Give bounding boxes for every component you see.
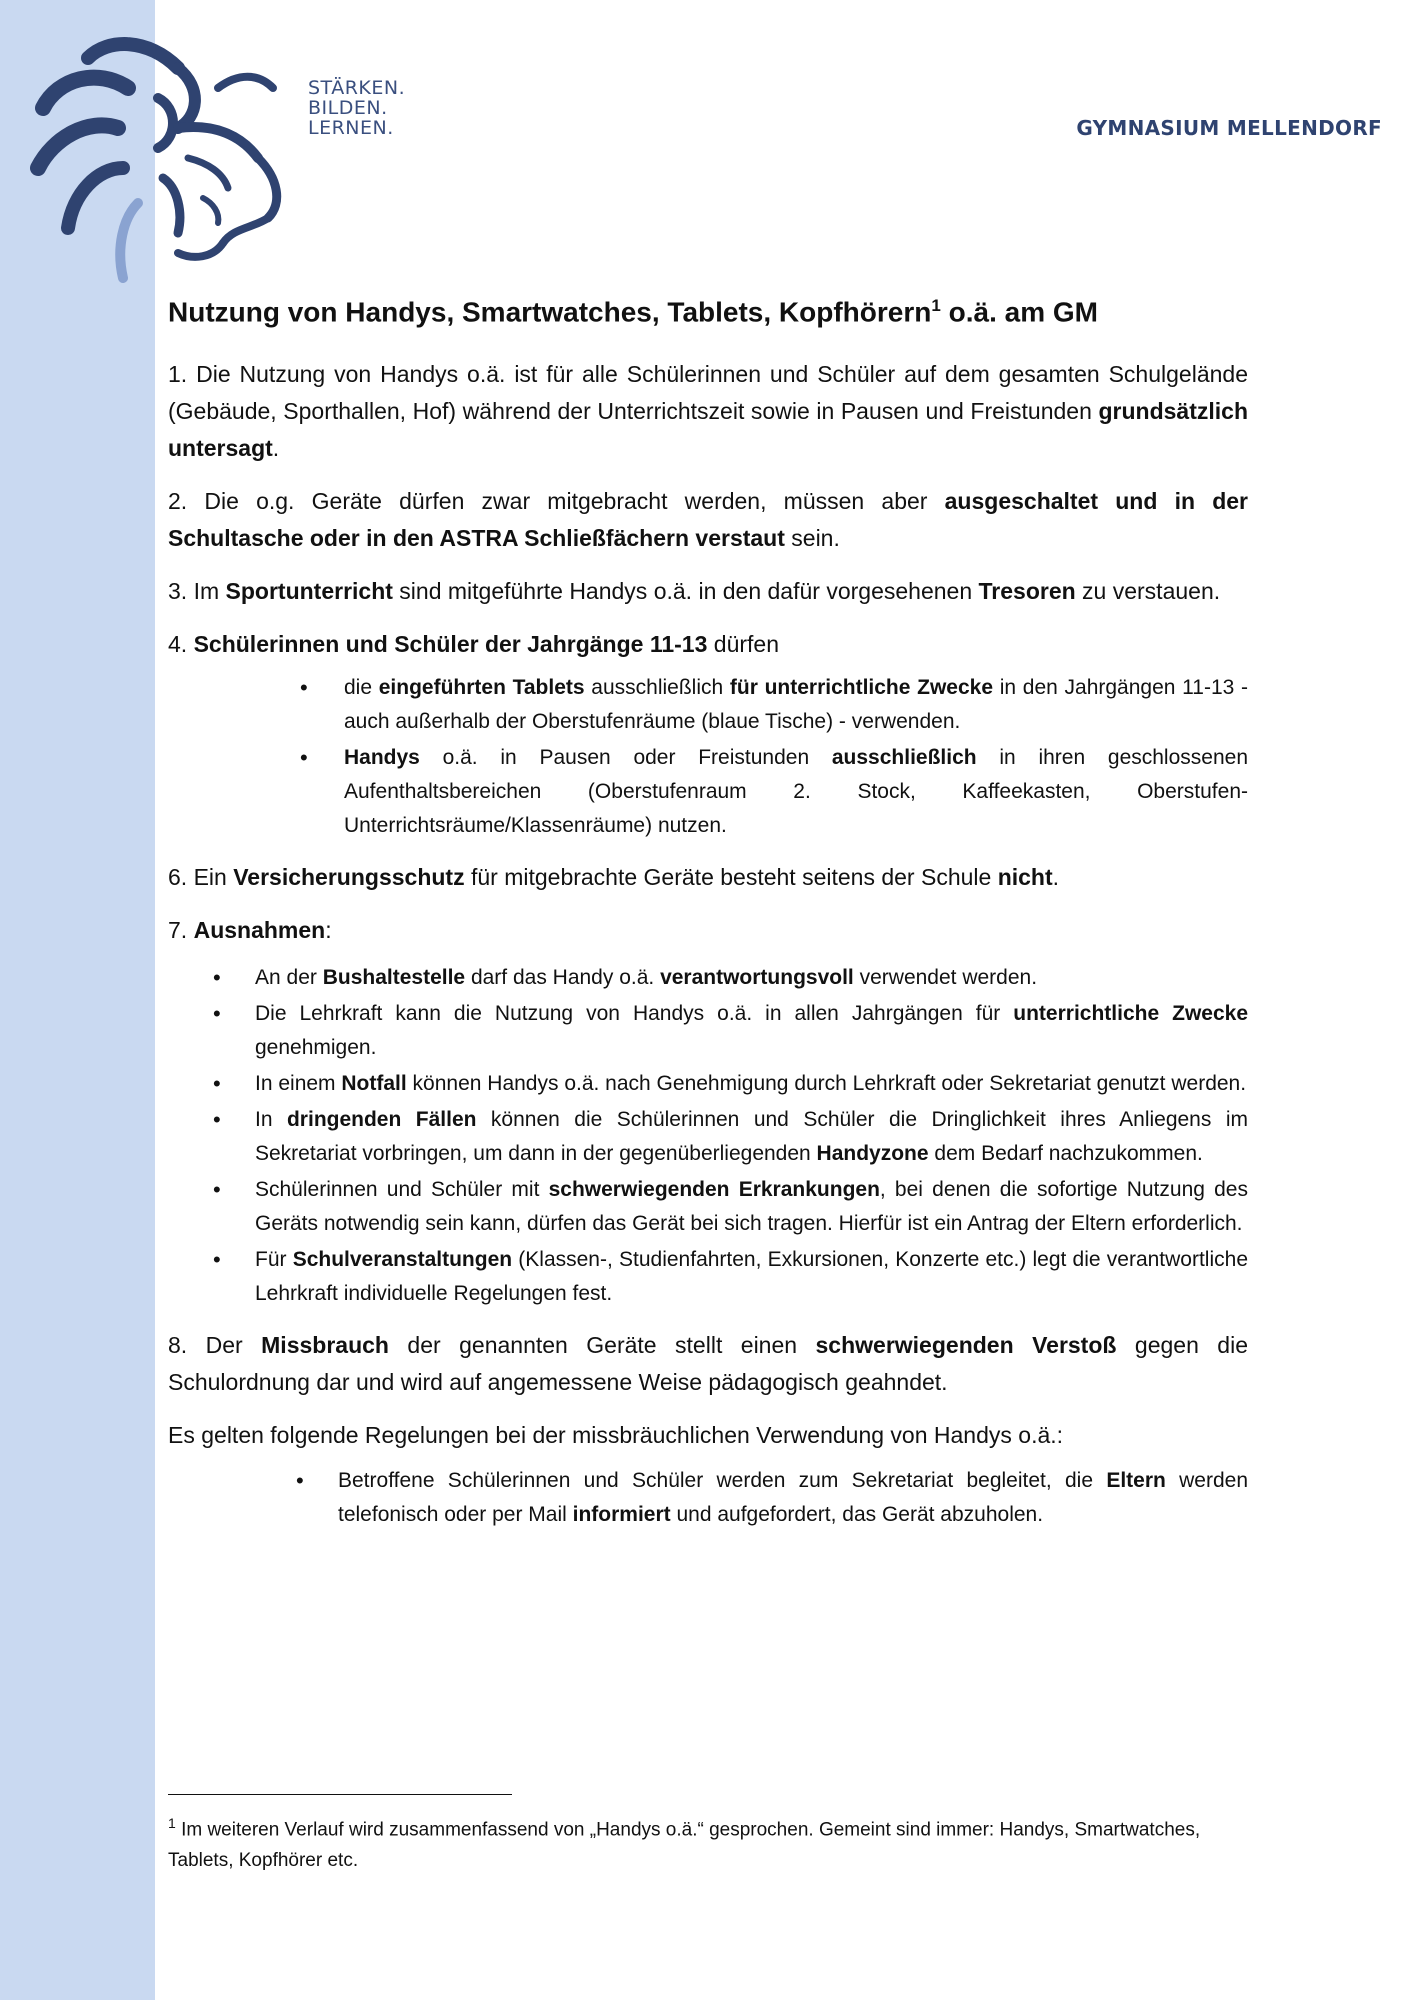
list-item: • Für Schulveranstaltungen (Klassen-, Studienfahrten, Exkursionen, Konzerte etc.) legt die verantwortliche Lehrkraft individuelle Regelungen fest.	[213, 1247, 1248, 1306]
list-item: • die eingeführten Tablets ausschließlich für unterrichtliche Zwecke in den Jahrgängen 11-13 - auch außerhalb der Oberstufenräume (blaue Tische) - verwenden.	[300, 675, 1249, 734]
page-title: Nutzung von Handys, Smartwatches, Tablets, Kopfhörern$^1$ o.ä. am GM	[168, 296, 1098, 328]
list-item: • In dringenden Fällen können die Schülerinnen und Schüler die Dringlichkeit ihres Anliegens im Sekretariat vorbringen, um dann in der gegenüberliegenden Handyzone dem Bedarf nachzukommen.	[213, 1107, 1248, 1166]
rule-6: 6. Ein Versicherungsschutz für mitgebrachte Geräte besteht seitens der Schule nicht.	[168, 864, 1060, 891]
rule-4: 4. Schülerinnen und Schüler der Jahrgänge 11-13 dürfen	[168, 631, 780, 658]
slogan-line: LERNEN.	[308, 117, 394, 139]
footnote: $^1$ Im weiteren Verlauf wird zusammenfassend von „Handys o.ä.“ gesprochen. Gemeint sind immer: Handys, Smartwatches, Tablets, Kopfhörer etc.	[168, 1815, 1201, 1872]
rule-7: 7. Ausnahmen:	[168, 917, 332, 944]
rule-4-list	[300, 671, 1249, 843]
slogan	[308, 78, 405, 138]
rules-intro: Es gelten folgende Regelungen bei der missbräuchlichen Verwendung von Handys o.ä.:	[168, 1422, 1064, 1449]
list-item: • Handys o.ä. in Pausen oder Freistunden ausschließlich in ihren geschlossenen Aufenthaltsbereichen (Oberstufenraum 2. Stock, Kaffeekasten, Oberstufen-Unterrichtsräume/Klassenräume) nutzen.	[300, 745, 1248, 838]
list-item: • Die Lehrkraft kann die Nutzung von Handys o.ä. in allen Jahrgängen für unterrichtliche Zwecke genehmigen.	[213, 1001, 1248, 1060]
list-item: • Schülerinnen und Schüler mit schwerwiegenden Erkrankungen, bei denen die sofortige Nutzung des Geräts notwendig sein kann, dürfen das Gerät bei sich tragen. Hierfür ist ein Antrag der Eltern erforderlich.	[213, 1177, 1248, 1236]
footnote-ref: 1	[931, 296, 941, 315]
document-body	[168, 296, 1248, 1556]
rule-2: 2. Die o.g. Geräte dürfen zwar mitgebracht werden, müssen aber ausgeschaltet und in der Schultasche oder in den ASTRA Schließfächern verstaut sein.	[168, 488, 1248, 552]
rule-3: 3. Im Sportunterricht sind mitgeführte Handys o.ä. in den dafür vorgesehenen Tresoren zu verstauen.	[168, 578, 1221, 605]
list-item: • An der Bushaltestelle darf das Handy o.ä. verantwortungsvoll verwendet werden.	[213, 965, 1038, 991]
school-name: GYMNASIUM MELLENDORF	[1076, 116, 1382, 140]
rule-8: 8. Der Missbrauch der genannten Geräte stellt einen schwerwiegenden Verstoß gegen die Schulordnung dar und wird auf angemessene Weise pädagogisch geahndet.	[168, 1332, 1249, 1396]
slogan-line: STÄRKEN.	[308, 77, 406, 99]
misuse-rules-list	[296, 1464, 1248, 1532]
slogan-line: BILDEN.	[308, 97, 388, 119]
footnote-separator	[168, 1794, 512, 1795]
list-item: • Betroffene Schülerinnen und Schüler werden zum Sekretariat begleitet, die Eltern werden telefonisch oder per Mail informiert und aufgefordert, das Gerät abzuholen.	[296, 1468, 1248, 1527]
lion-head-icon	[28, 28, 358, 318]
rule-1: 1. Die Nutzung von Handys o.ä. ist für alle Schülerinnen und Schüler auf dem gesamten Schulgelände (Gebäude, Sporthallen, Hof) während der Unterrichtszeit sowie in Pausen und Freistunden grundsätzlich untersagt.	[168, 361, 1248, 462]
exceptions-list	[213, 961, 1248, 1311]
list-item: • In einem Notfall können Handys o.ä. nach Genehmigung durch Lehrkraft oder Sekretariat genutzt werden.	[213, 1071, 1247, 1097]
